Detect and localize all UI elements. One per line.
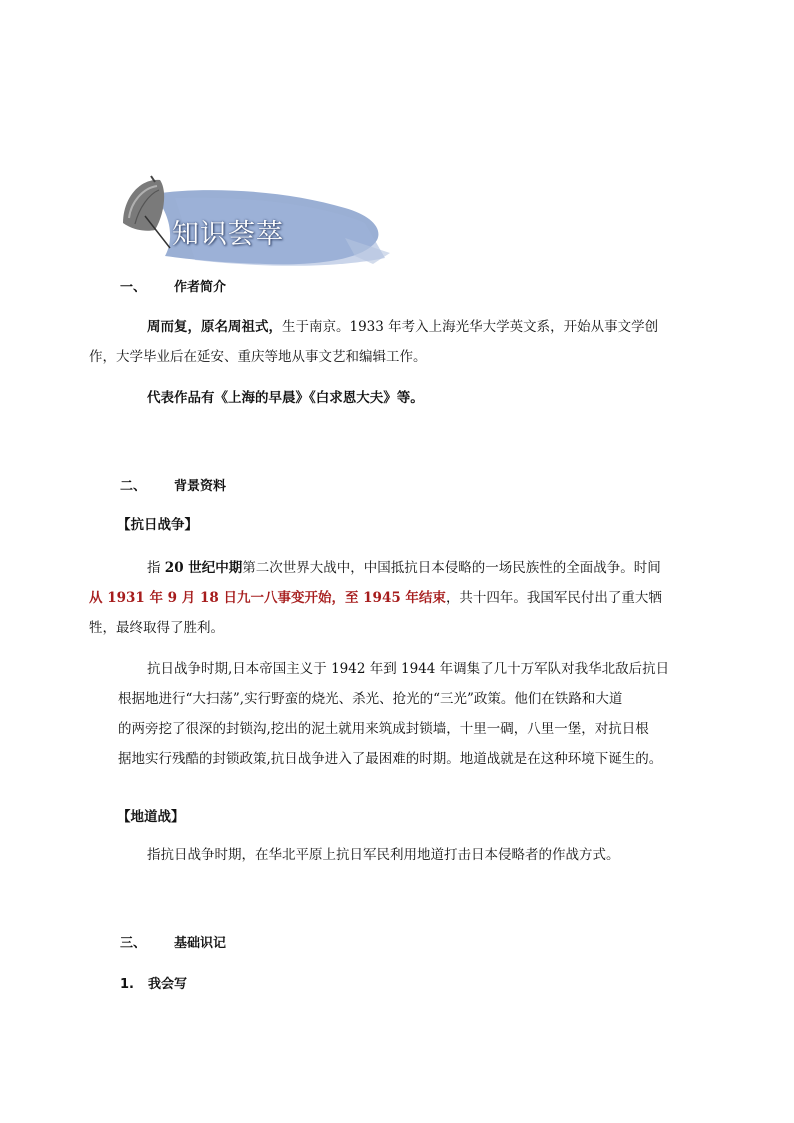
section-title: 作者简介	[174, 280, 227, 295]
war-p2-line: 据地实行残酷的封锁政策,抗日战争进入了最困难的时期。地道战就是在这种环境下诞生的。	[118, 751, 663, 767]
war-period: 20 世纪中期	[164, 560, 243, 576]
section-number: 一、	[120, 280, 147, 295]
section-banner	[115, 168, 395, 278]
tunnel-label: 【地道战】	[117, 809, 185, 825]
section-number: 三、	[120, 936, 147, 951]
section-number: 二、	[120, 479, 147, 494]
war-dates: 从 1931 年 9 月 18 日九一八事变开始，至 1945 年结束	[89, 590, 446, 606]
item-title: 我会写	[148, 977, 188, 992]
war-text: 牲，最终取得了胜利。	[89, 620, 224, 636]
section-title: 背景资料	[174, 479, 227, 494]
war-text: 指	[147, 560, 165, 576]
item-number: 1.	[120, 977, 134, 992]
war-p2-line: 根据地进行“大扫荡”,实行野蛮的烧光、杀光、抢光的“三光”政策。他们在铁路和大道	[118, 691, 623, 707]
author-name: 周而复，原名周祖式，	[147, 319, 282, 335]
section-heading-basics	[120, 932, 226, 951]
author-bio-text: 生于南京。1933 年考入上海光华大学英文系，开始从事文学创	[282, 319, 659, 335]
war-p2-line: 抗日战争时期,日本帝国主义于 1942 年到 1944 年调集了几十万军队对我华北敌后抗日	[147, 661, 670, 677]
subsection-heading-write	[120, 973, 187, 992]
tunnel-definition: 指抗日战争时期，在华北平原上抗日军民利用地道打击日本侵略者的作战方式。	[147, 847, 620, 863]
author-bio-line2: 作，大学毕业后在延安、重庆等地从事文艺和编辑工作。	[89, 349, 427, 365]
war-line2	[89, 583, 662, 613]
section-title: 基础识记	[174, 936, 227, 951]
banner-title: 知识荟萃	[172, 219, 284, 250]
representative-works: 代表作品有《上海的早晨》《白求恩大夫》等。	[147, 390, 424, 406]
section-heading-author	[120, 276, 226, 295]
war-label: 【抗日战争】	[117, 517, 198, 533]
war-text: ，共十四年。我国军民付出了重大牺	[445, 590, 662, 606]
war-paragraph-1	[89, 553, 678, 643]
war-paragraph-2	[118, 654, 678, 774]
section-heading-background	[120, 475, 226, 494]
war-text: 第二次世界大战中，中国抵抗日本侵略的一场民族性的全面战争。时间	[242, 560, 661, 576]
war-p2-line: 的两旁挖了很深的封锁沟,挖出的泥土就用来筑成封锁墙，十里一碉，八里一堡，对抗日根	[118, 721, 649, 737]
author-bio	[89, 312, 678, 372]
